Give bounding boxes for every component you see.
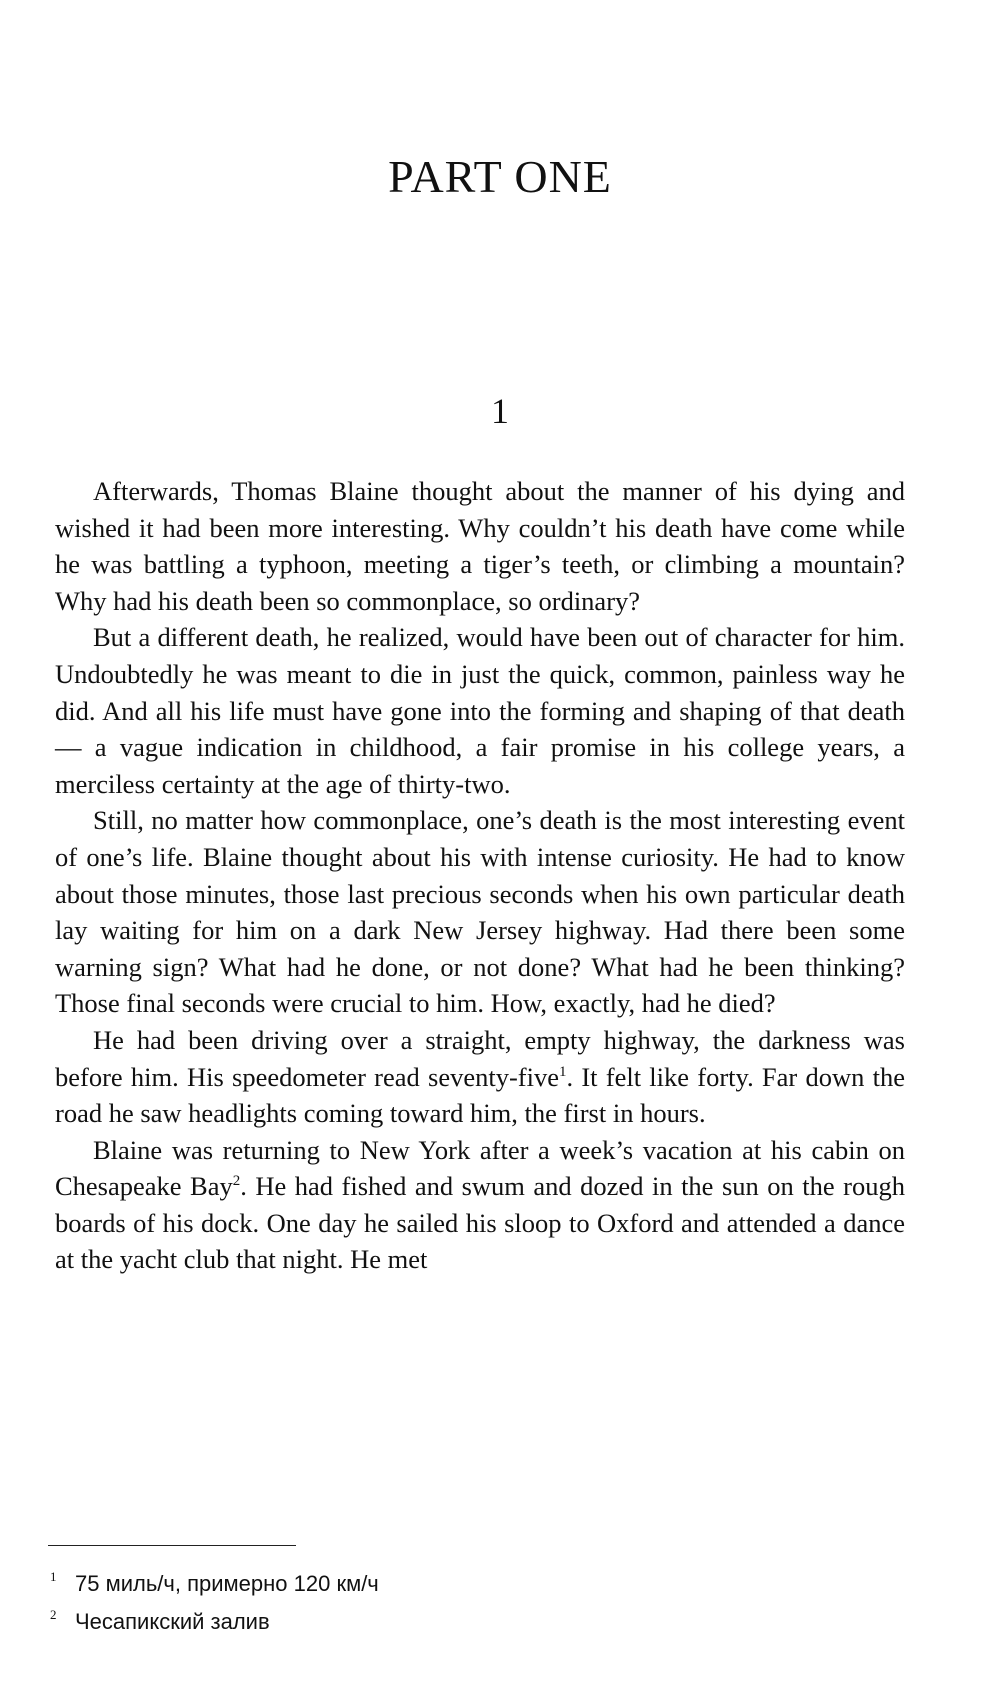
footnote-1 (50, 1565, 850, 1603)
paragraph-3: Still, no matter how commonplace, one’s death is the most interesting event of one’s life. Blaine thought about his with intense curiosity. He had to know about those minutes, those last precious seconds when his own particular death lay waiting for him on a dark New Jersey highway. Had there been some warning sign? What had he done, or not done? What had he been thinking? Those final seconds were crucial to him. How, exactly, had he died? (55, 805, 905, 1019)
footnotes (50, 1565, 850, 1641)
paragraph-4-text-end: . It felt like forty. Far down the road he saw headlights coming toward him, the first in hours. (55, 1061, 905, 1129)
chapter-number: 1 (491, 391, 509, 431)
paragraph-4 (55, 1022, 905, 1132)
footnote-text: Чесапикский залив (75, 1609, 270, 1634)
footnote-marker: 2 (50, 1607, 57, 1622)
part-title: PART ONE (388, 151, 612, 202)
footnote-text: 75 миль/ч, примерно 120 км/ч (75, 1571, 379, 1596)
paragraph-2: But a different death, he realized, would have been out of character for him. Undoubtedly he was meant to die in just the quick, common, painless way he did. And all his life must have gone into the forming and shaping of that death — a vague indication in childhood, a fair promise in his college years, a merciless certainty at the age of thirty-two. (55, 622, 905, 799)
paragraph-5 (55, 1132, 905, 1278)
paragraph-5-text-start: Blaine was returning to New York after a week’s vacation at his cabin on Chesapeake Bay (55, 1134, 905, 1202)
paragraph-1: Afterwards, Thomas Blaine thought about the manner of his dying and wished it had been more interesting. Why couldn’t his death have come while he was battling a typhoon, meeting a tiger’s teeth, or climbing a mountain? Why had his death been so commonplace, so ordinary? (55, 476, 905, 616)
footnote-marker: 1 (50, 1569, 57, 1584)
paragraph-5-text-end: . He had fished and swum and dozed in the sun on the rough boards of his dock. One day he sailed his sloop to Oxford and attended a dance at the yacht club that night. He met (55, 1171, 905, 1275)
footnote-2 (50, 1603, 850, 1641)
footnote-reference-1: 1 (558, 1063, 567, 1080)
chapter-body (55, 473, 905, 1278)
footnote-divider (48, 1545, 296, 1546)
paragraph-4-text-start: He had been driving over a straight, empty highway, the darkness was before him. His speedometer read seventy-five (55, 1024, 905, 1092)
footnote-reference-2: 2 (232, 1173, 241, 1190)
